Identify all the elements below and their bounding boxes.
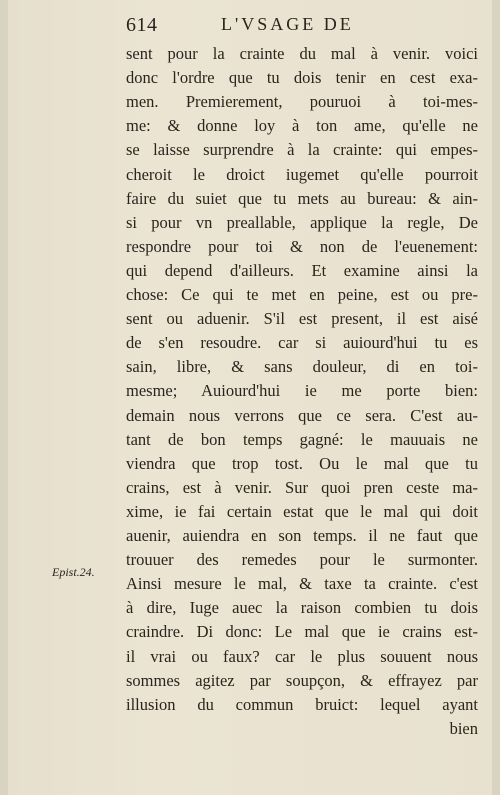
- text-line: me: & donne loy à ton ame, qu'elle ne: [126, 116, 478, 136]
- text-line: qui depend d'ailleurs. Et examine ainsi la: [126, 260, 478, 280]
- text-line: crains, est à venir. Sur quoi pren ceste ma-: [126, 477, 478, 497]
- margin-note: Epist.24.: [52, 565, 95, 579]
- text-line: sain, libre, & sans douleur, di en toi-: [126, 357, 478, 377]
- text-line: viendra que trop tost. Ou le mal que tu: [126, 453, 478, 473]
- text-line: sent pour la crainte du mal à venir. voici: [126, 44, 478, 63]
- text-line: men. Premierement, pouruoi à toi-mes-: [126, 92, 478, 112]
- text-line: illusion du commun bruict: lequel ayant: [126, 694, 478, 714]
- text-line: il vrai ou faux? car le plus souuent nous: [126, 646, 478, 666]
- text-line: craindre. Di donc: Le mal que ie crains est-: [126, 622, 478, 642]
- running-title: L'VSAGE DE: [221, 14, 354, 34]
- text-line: xime, ie fai certain estat que le mal qui doit: [126, 501, 478, 521]
- text-line: sent ou aduenir. S'il est present, il est aisé: [126, 309, 478, 329]
- text-line: chose: Ce qui te met en peine, est ou pre-: [126, 285, 478, 304]
- text-line: demain nous verrons que ce sera. C'est au-: [126, 405, 478, 425]
- book-page: [8, 0, 492, 795]
- text-line: auenir, auiendra en son temps. il ne faut que: [126, 526, 478, 545]
- text-line: respondre pour toi & non de l'euenement:: [126, 236, 478, 256]
- text-line: cheroit le droict iugemet qu'elle pourroit: [126, 164, 478, 184]
- text-line: tant de bon temps gagné: le mauuais ne: [126, 429, 478, 449]
- text-line: de s'en resoudre. car si auiourd'hui tu es: [126, 333, 478, 353]
- text-line: si pour vn preallable, applique la regle, De: [126, 212, 478, 232]
- text-line: se laisse surprendre à la crainte: qui empes-: [126, 140, 478, 160]
- text-line: bien: [449, 718, 478, 738]
- text-line: Ainsi mesure le mal, & taxe ta crainte. c'est: [126, 574, 478, 594]
- page-number: 614: [126, 14, 158, 36]
- text-line: mesme; Auiourd'hui ie me porte bien:: [126, 381, 478, 401]
- text-line: donc l'ordre que tu dois tenir en cest exa-: [126, 68, 478, 88]
- running-head: [126, 10, 486, 40]
- text-line: trouuer des remedes pour le surmonter.: [126, 550, 478, 570]
- text-line: sommes agitez par soupçon, & effrayez par: [126, 670, 478, 690]
- text-line: à dire, Iuge auec la raison combien tu dois: [126, 598, 478, 618]
- text-line: faire du suiet que tu mets au bureau: & ain-: [126, 188, 478, 208]
